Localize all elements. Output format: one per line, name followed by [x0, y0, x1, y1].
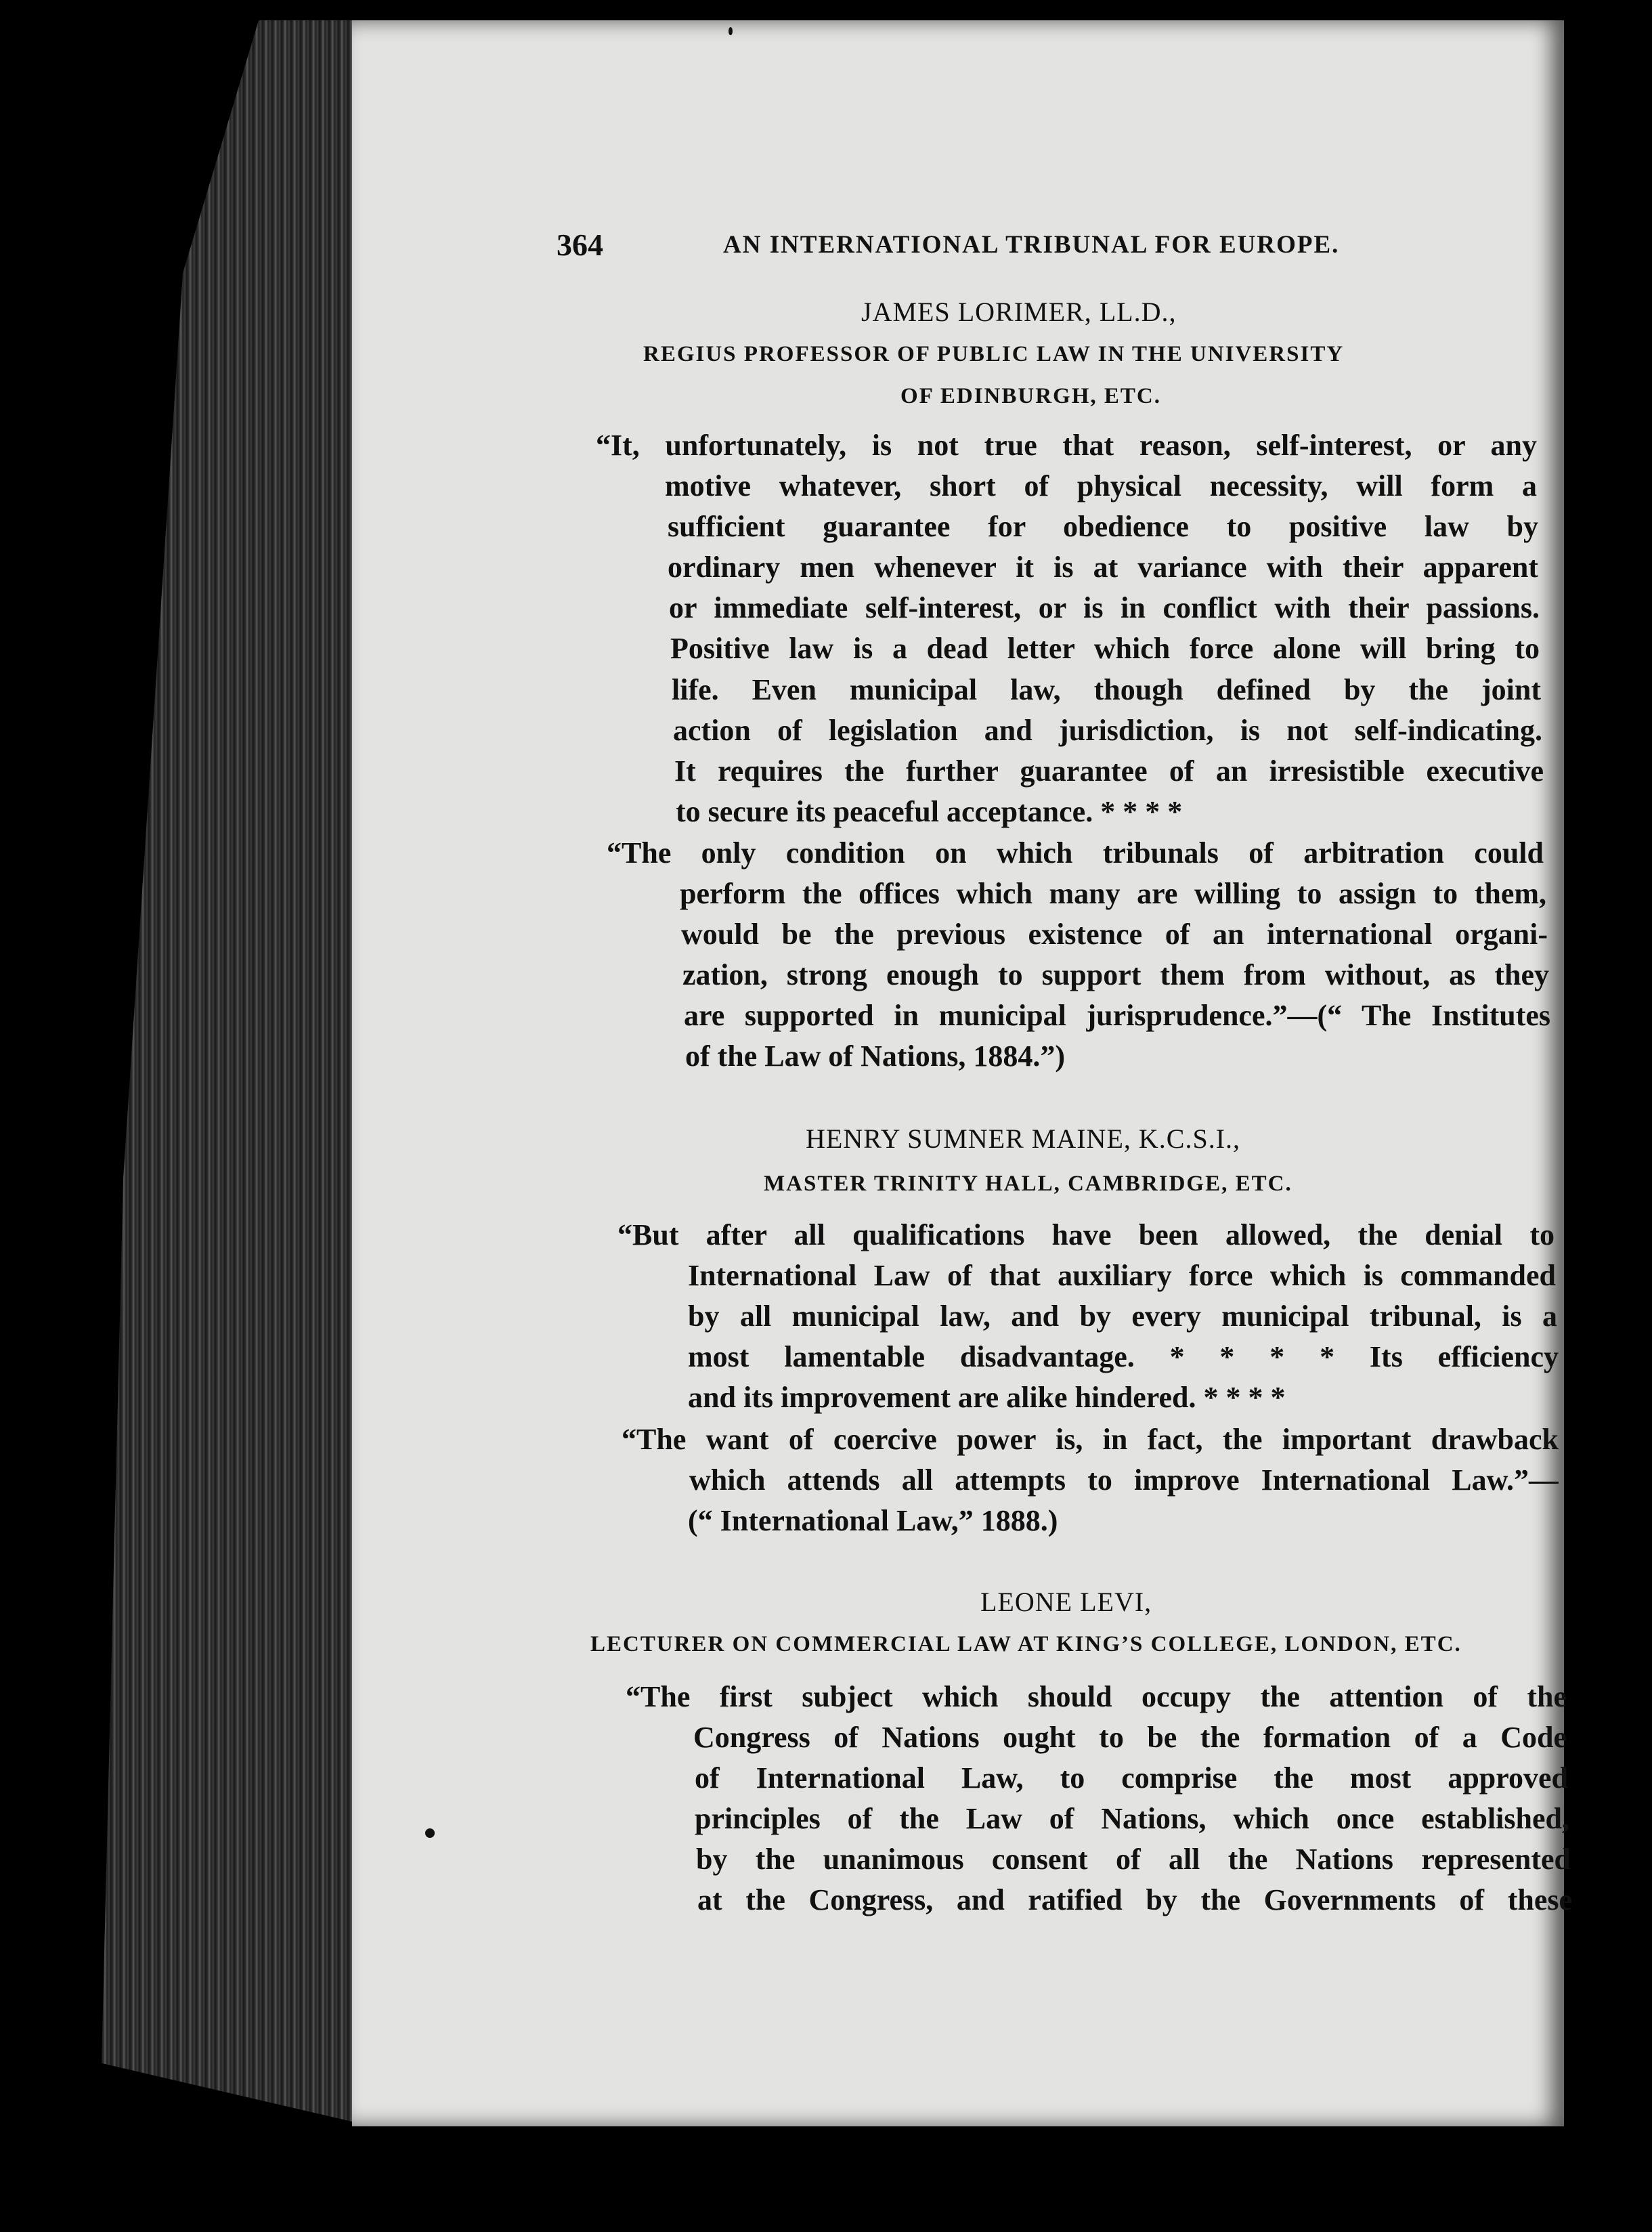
- quote-line: zation, strong enough to support them from without, as they: [682, 958, 1549, 991]
- author-name: HENRY SUMNER MAINE, K.C.S.I.,: [806, 1123, 1241, 1154]
- quote-line: would be the previous existence of an international organi-: [681, 918, 1548, 951]
- quote-line: Positive law is a dead letter which force alone will bring to: [670, 632, 1540, 665]
- quote-line: perform the offices which many are willing to assign to them,: [680, 877, 1546, 910]
- quote-line: action of legislation and jurisdiction, is not self-indicating.: [673, 714, 1542, 747]
- page-number: 364: [557, 228, 603, 262]
- quote-line: most lamentable disadvantage. * * * * Its efficiency: [688, 1340, 1559, 1373]
- quote-line: “It, unfortunately, is not true that reason, self-interest, or any: [596, 429, 1537, 462]
- quote-line: of the Law of Nations, 1884.”): [685, 1039, 1065, 1073]
- quote-line: Congress of Nations ought to be the formation of a Code: [693, 1721, 1567, 1754]
- quote-line: “But after all qualifications have been allowed, the denial to: [617, 1218, 1555, 1251]
- quote-line: to secure its peaceful acceptance. * * * *: [676, 795, 1183, 828]
- scan-speck: [729, 27, 733, 35]
- quote-line: “The first subject which should occupy the attention of the: [626, 1680, 1567, 1713]
- quote-line: “The only condition on which tribunals of arbitration could: [607, 836, 1544, 870]
- quote-line: life. Even municipal law, though defined by the joint: [672, 673, 1541, 706]
- quote-line: by the unanimous consent of all the Nations represented: [696, 1843, 1571, 1876]
- quote-line: and its improvement are alike hindered. * * * *: [688, 1381, 1286, 1414]
- quote-line: are supported in municipal jurisprudence.”—(“ The Institutes: [684, 999, 1550, 1032]
- running-title: AN INTERNATIONAL TRIBUNAL FOR EUROPE.: [723, 231, 1340, 259]
- author-office: REGIUS PROFESSOR OF PUBLIC LAW IN THE UNIVERSITY: [643, 342, 1345, 366]
- quote-line: or immediate self-interest, or is in conflict with their passions.: [669, 591, 1540, 624]
- author-office: OF EDINBURGH, ETC.: [900, 384, 1161, 408]
- quote-line: sufficient guarantee for obedience to positive law by: [668, 510, 1538, 543]
- author-name: JAMES LORIMER, LL.D.,: [861, 297, 1177, 327]
- quote-line: of International Law, to comprise the most approved: [695, 1761, 1568, 1795]
- quote-line: It requires the further guarantee of an irresistible executive: [674, 754, 1544, 788]
- quote-line: principles of the Law of Nations, which once established,: [695, 1802, 1569, 1835]
- author-name: LEONE LEVI,: [980, 1587, 1152, 1617]
- quote-line: ordinary men whenever it is at variance with their apparent: [668, 551, 1538, 584]
- author-office: MASTER TRINITY HALL, CAMBRIDGE, ETC.: [764, 1172, 1292, 1196]
- quote-line: which attends all attempts to improve International Law.”—: [689, 1463, 1559, 1497]
- quote-line: motive whatever, short of physical necessity, will form a: [665, 469, 1537, 502]
- quote-line: by all municipal law, and by every municipal tribunal, is a: [688, 1300, 1557, 1333]
- quote-line: at the Congress, and ratified by the Governments of these: [697, 1883, 1572, 1916]
- scan-speck: [425, 1828, 435, 1838]
- page-edge-stack: [102, 20, 372, 2126]
- author-office: LECTURER ON COMMERCIAL LAW AT KING’S COLLEGE, LONDON, ETC.: [590, 1632, 1462, 1656]
- quote-line: (“ International Law,” 1888.): [688, 1504, 1058, 1537]
- quote-line: International Law of that auxiliary force which is commanded: [688, 1259, 1556, 1292]
- quote-line: “The want of coercive power is, in fact, the important drawback: [622, 1423, 1559, 1456]
